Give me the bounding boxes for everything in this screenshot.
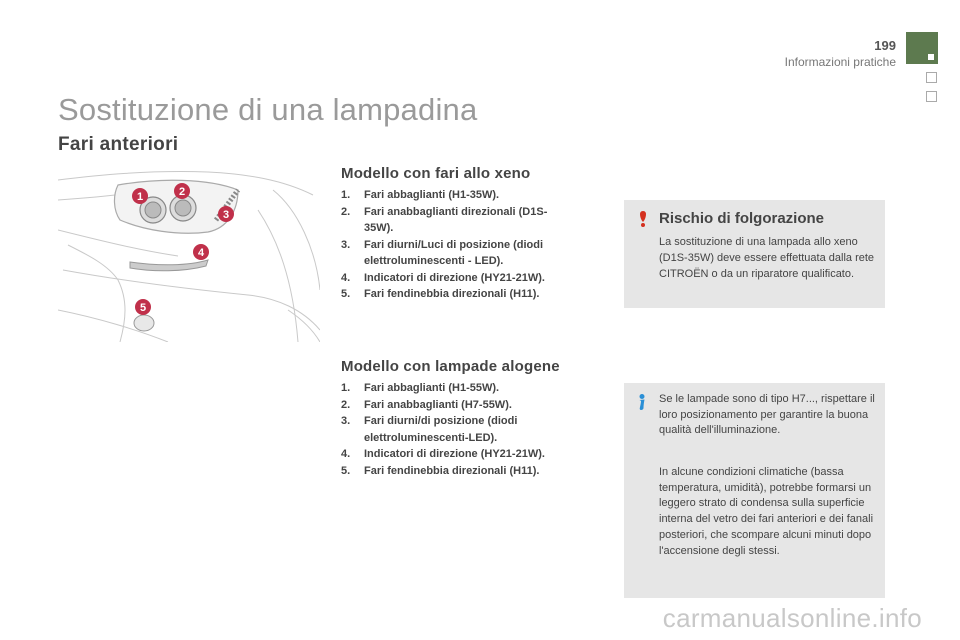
chapter-tab-active[interactable] [906,32,938,64]
page-number: 199 [874,38,896,53]
list-item: 3. Fari diurni/di posizione (diodi elettroluminescenti-LED). [341,415,518,444]
warning-text: La sostituzione di una lampada allo xeno (D1S-35W) deve essere effettuata dalla rete CITROËN o da un riparatore qualificato. [659,236,875,281]
page-title: Sostituzione di una lampadina [58,92,478,127]
warning-title: Rischio di folgorazione [659,210,825,227]
tab-marker-icon [928,54,934,60]
list-item: 2. Fari anabbaglianti (H7-55W). [341,398,512,411]
callout-label-2: 2 [178,186,186,198]
list-item: 2. Fari anabbaglianti direzionali (D1S-35W). [341,205,548,234]
list-item: 3. Fari diurni/Luci di posizione (diodi elettroluminescenti - LED). [341,238,544,267]
list-item: 4. Indicatori di direzione (HY21-21W). [341,448,545,460]
headlamp-illustration [58,170,320,342]
list-item: 4. Indicatori di direzione (HY21-21W). [341,271,545,284]
callout-label-4: 4 [197,247,205,259]
exclamation-icon [634,210,652,228]
info-box [624,383,885,598]
info-icon [633,393,651,411]
list-item: 1. Fari abbaglianti (H1-35W). [341,189,500,201]
callout-label-5: 5 [139,302,147,314]
list-item: 1. Fari abbaglianti (H1-55W). [341,382,500,394]
callout-label-3: 3 [222,209,230,221]
info-paragraph-2: In alcune condizioni climatiche (bassa temperatura, umidità), potrebbe formarsi un leggero strato di condensa sulla superficie interna del vetro dei fari anteriori e dei fanali posteriori, che scompare alcuni minuti dopo l'accensione degli stessi. [659,466,874,557]
watermark: carmanualsonline.info [662,603,922,633]
chapter-tab[interactable] [926,72,937,83]
warning-box [624,200,885,308]
halogen-list [341,380,574,479]
info-paragraph-1: Se le lampade sono di tipo H7..., rispettare il loro posizionamento per garantire la buona qualità dell'illuminazione. [659,393,875,437]
list-item: 5. Fari fendinebbia direzionali (H11). [341,464,540,477]
xenon-heading: Modello con fari allo xeno [341,165,531,182]
halogen-heading: Modello con lampade alogene [341,358,560,375]
xenon-list [341,187,574,303]
callout-label-1: 1 [136,191,144,203]
chapter-tab[interactable] [926,91,937,102]
list-item: 5. Fari fendinebbia direzionali (H11). [341,288,540,300]
section-name: Informazioni pratiche [784,55,896,69]
section-subtitle: Fari anteriori [58,134,179,155]
